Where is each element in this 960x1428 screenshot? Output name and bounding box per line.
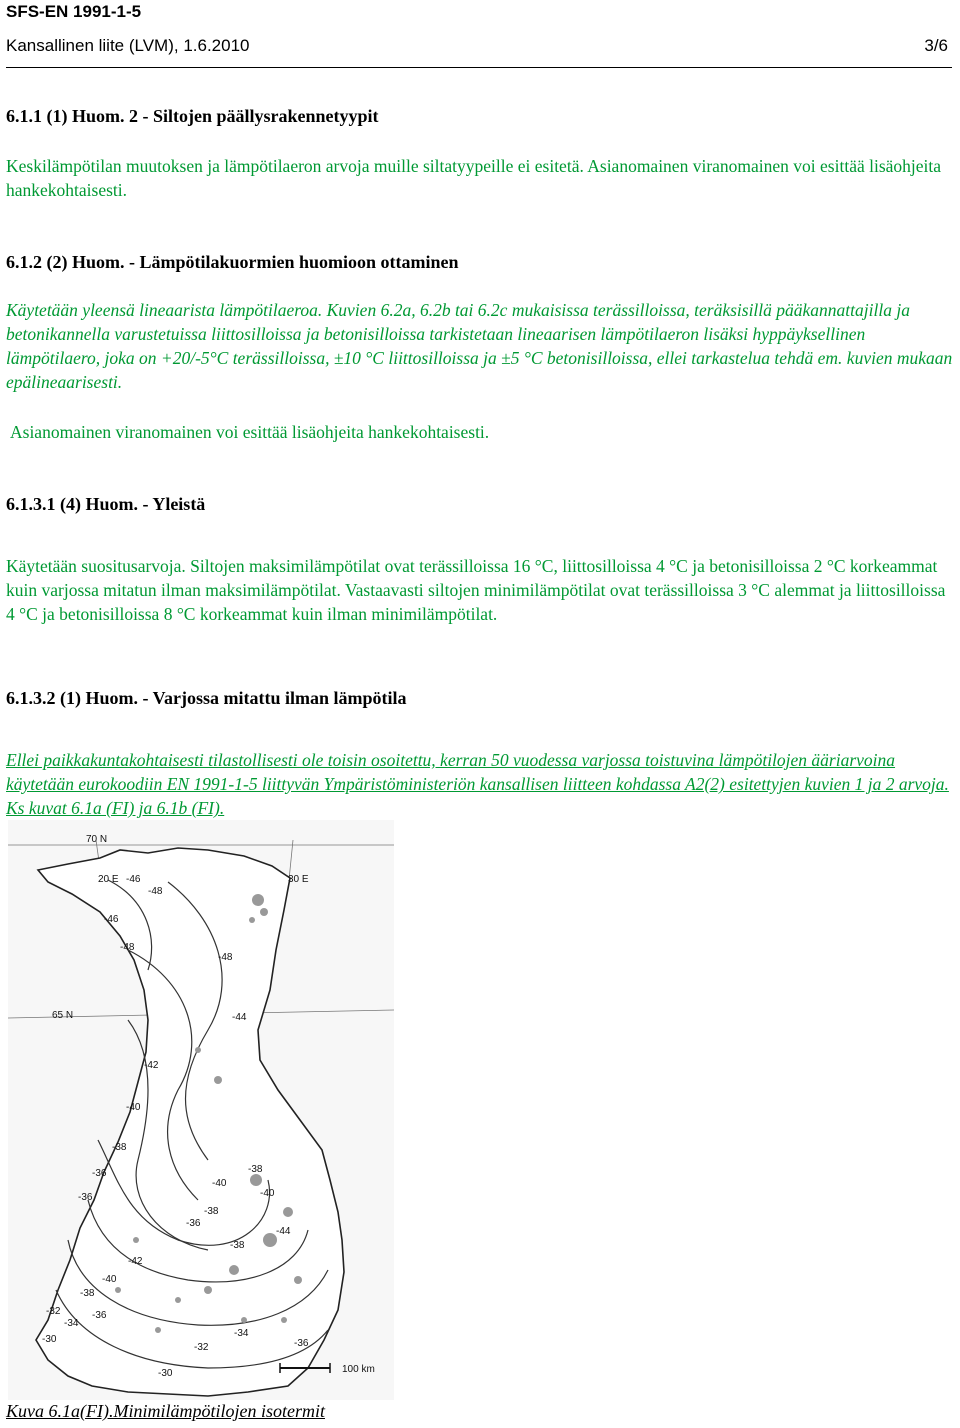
isotherm-label: -38: [230, 1240, 245, 1251]
isotherm-label: -34: [64, 1318, 79, 1329]
isotherm-label: -38: [112, 1142, 127, 1153]
section-body: Keskilämpötilan muutoksen ja lämpötilaeron arvoja muille siltatyypeille ei esitetä. Asianomainen viranomainen voi esittää lisäohjeita hankekohtaisesti.: [6, 156, 942, 200]
section-heading: 6.1.1 (1) Huom. 2 - Siltojen päällysrakennetyypit: [6, 106, 379, 126]
longitude-label-20: 20 E: [98, 874, 119, 885]
isotherm-label: -38: [204, 1206, 219, 1217]
isotherm-label: -40: [102, 1274, 117, 1285]
section-body: Asianomainen viranomainen voi esittää lisäohjeita hankekohtaisesti.: [10, 422, 490, 442]
section-heading: 6.1.3.2 (1) Huom. - Varjossa mitattu ilman lämpötila: [6, 688, 407, 708]
isotherm-label: -48: [148, 886, 163, 897]
isotherm-label: -30: [42, 1334, 57, 1345]
isotherm-label: -42: [144, 1060, 159, 1071]
finland-map-figure: [8, 820, 394, 1400]
section-body: Ellei paikkakuntakohtaisesti tilastollisesti ole toisin osoitettu, kerran 50 vuodessa varjossa toistuvina lämpötilojen ääriarvoina käytetään eurokoodiin EN 1991-1-5 liittyvän Ympäristöministeriön kansallisen liitteen kohdassa A2(2) esitettyjen kuvien 1 ja 2 arvoja. Ks kuvat 6.1a (FI) ja 6.1b (FI).: [6, 750, 949, 818]
isotherm-label: -46: [104, 914, 119, 925]
latitude-label-65: 65 N: [52, 1010, 74, 1021]
isotherm-label: -36: [92, 1168, 107, 1179]
isotherm-label: -40: [126, 1102, 141, 1113]
isotherm-label: -46: [126, 874, 141, 885]
isotherm-label: -36: [92, 1310, 107, 1321]
isotherm-label: -42: [128, 1256, 143, 1267]
document-title: SFS-EN 1991-1-5: [6, 2, 142, 21]
section-heading: 6.1.2 (2) Huom. - Lämpötilakuormien huomioon ottaminen: [6, 252, 459, 272]
section-body: Käytetään yleensä lineaarista lämpötilaeroa. Kuvien 6.2a, 6.2b tai 6.2c mukaisissa terässilloissa, teräksisillä pääkannattajilla ja betonikannella varustetuissa liittosilloissa ja betonisilloissa tarkistetaan lineaarisen lämpötilaeron lisäksi hyppäyksellinen lämpötilaero, joka on +20/-5°C terässilloissa, ±10 °C liittosilloissa ja ±5 °C betonisilloissa, ellei tarkastelua tehdä em. kuvien mukaan epälineaarisesti.: [6, 300, 953, 392]
isotherm-label: -30: [158, 1368, 173, 1379]
scale-label: 100 km: [342, 1364, 375, 1375]
figure-caption: Kuva 6.1a(FI).Minimilämpötilojen isotermit: [6, 1401, 325, 1421]
isotherm-label: -36: [186, 1218, 201, 1229]
isotherm-label: -44: [232, 1012, 247, 1023]
isotherm-label: -38: [80, 1288, 95, 1299]
section-heading: 6.1.3.1 (4) Huom. - Yleistä: [6, 494, 206, 514]
isotherm-label: -34: [234, 1328, 249, 1339]
isotherm-label: -44: [276, 1226, 291, 1237]
page-number: 3/6: [924, 36, 948, 55]
isotherm-label: -36: [294, 1338, 309, 1349]
isotherm-label: -40: [212, 1178, 227, 1189]
header-divider: [6, 67, 952, 68]
isotherm-label: -38: [248, 1164, 263, 1175]
isotherm-label: -40: [260, 1188, 275, 1199]
isotherm-map: [8, 820, 394, 1400]
document-subtitle: Kansallinen liite (LVM), 1.6.2010: [6, 36, 250, 55]
isotherm-label: -48: [218, 952, 233, 963]
isotherm-label: -48: [120, 942, 135, 953]
isotherm-label: -36: [78, 1192, 93, 1203]
section-body: Käytetään suositusarvoja. Siltojen maksimilämpötilat ovat terässilloissa 16 °C, liittosilloissa 4 °C ja betonisilloissa 2 °C korkeammat kuin varjossa mitatun ilman maksimilämpötilat. Vastaavasti siltojen minimilämpötilat ovat terässilloissa 3 °C alemmat ja liittosilloissa 4 °C ja betonisilloissa 8 °C korkeammat kuin ilman minimilämpötilat.: [6, 556, 946, 624]
isotherm-label: -32: [194, 1342, 209, 1353]
isotherm-label: -32: [46, 1306, 61, 1317]
longitude-label-30: 30 E: [288, 874, 309, 885]
latitude-label-70: 70 N: [86, 834, 108, 845]
